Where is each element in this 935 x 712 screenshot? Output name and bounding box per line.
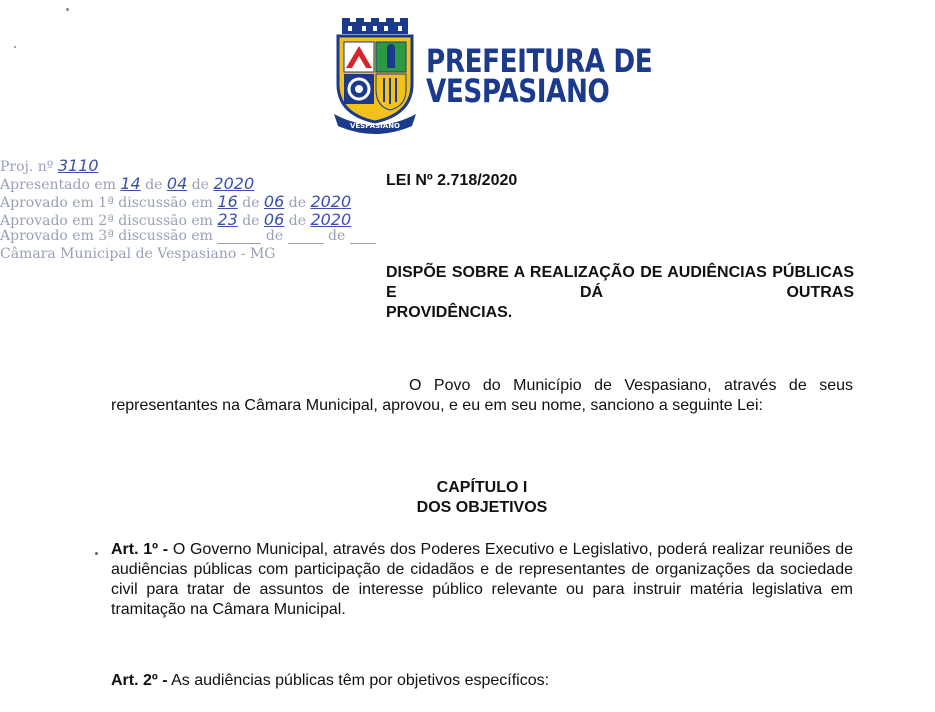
stamp-de: de: [265, 228, 284, 244]
stamp-blank-field: [217, 243, 261, 244]
stamp-second-day: 23: [217, 210, 238, 229]
stamp-second-year: 2020: [310, 210, 352, 229]
article-text: O Governo Municipal, através dos Poderes Executivo e Legislativo, poderá realizar reuniões de audiências públicas com participação de cidadãos e de representantes de organizações da sociedade civil para tratar de assuntos de interesse público relevante ou para instruir matéria legislativa em tramitação na Câmara Municipal.: [111, 541, 853, 618]
scan-speck: [14, 46, 16, 48]
stamp-de: de: [242, 195, 260, 211]
stamp-presented-month: 04: [166, 174, 188, 193]
stamp-de: de: [242, 213, 260, 229]
stamp-third-discussion-line: [0, 228, 376, 246]
stamp-first-discussion-line: [0, 192, 351, 210]
stamp-first-label: Aprovado em 1ª discussão em: [0, 195, 213, 211]
chapter-subtitle: DOS OBJETIVOS: [416, 499, 548, 516]
law-summary-line-1: DISPÕE SOBRE A REALIZAÇÃO DE AUDIÊNCIAS PÚBLICAS E DÁ OUTRAS: [386, 264, 854, 301]
stamp-second-month: 06: [263, 210, 285, 229]
law-summary: [386, 263, 854, 323]
stamp-presented-day: 14: [120, 174, 141, 193]
article-label: Art. 2º -: [111, 672, 168, 689]
stamp-de: de: [145, 177, 163, 193]
chapter-heading: [111, 478, 853, 518]
stamp-first-year: 2020: [310, 192, 352, 211]
article-label: Art. 1º -: [111, 541, 169, 558]
stamp-project-line: [0, 156, 99, 174]
scan-speck: [95, 552, 98, 555]
stamp-de: de: [288, 213, 306, 229]
stamp-second-label: Aprovado em 2ª discussão em: [0, 213, 213, 229]
stamp-first-month: 06: [263, 192, 285, 211]
brand-name: [426, 42, 653, 110]
city-hall-logo: [332, 18, 653, 136]
brand-line-1: PREFEITURA DE: [426, 42, 653, 80]
stamp-chamber: Câmara Municipal de Vespasiano - MG: [0, 246, 276, 262]
law-number: LEI Nº 2.718/2020: [386, 172, 518, 189]
stamp-de: de: [191, 177, 209, 193]
chapter-title: CAPÍTULO I: [436, 479, 528, 496]
article-text: As audiências públicas têm por objetivos específicos:: [171, 672, 550, 689]
stamp-de: de: [288, 195, 306, 211]
article-1: [111, 540, 853, 620]
stamp-presented-year: 2020: [213, 174, 255, 193]
stamp-third-label: Aprovado em 3ª discussão em: [0, 228, 213, 244]
preamble: O Povo do Município de Vespasiano, através de seus representantes na Câmara Municipal, aprovou, e eu em seu nome, sanciono a seguinte Lei:: [111, 377, 853, 414]
stamp-proj-label: Proj. nº: [0, 159, 54, 175]
stamp-de: de: [328, 228, 346, 244]
law-summary-line-2: PROVIDÊNCIAS.: [386, 304, 513, 321]
stamp-presented-line: [0, 174, 254, 192]
article-2: [111, 671, 853, 691]
coat-of-arms-icon: [332, 18, 418, 134]
crest-ribbon-text: VESPASIANO: [349, 122, 401, 130]
brand-line-2: VESPASIANO: [426, 72, 610, 110]
stamp-chamber-line: [0, 246, 275, 264]
stamp-blank-field: [350, 243, 376, 244]
stamp-blank-field: [288, 243, 324, 244]
stamp-presented-label: Apresentado em: [0, 177, 116, 193]
scan-speck: [66, 8, 69, 11]
stamp-second-discussion-line: [0, 210, 351, 228]
stamp-proj-number: 3110: [57, 156, 99, 175]
stamp-first-day: 16: [217, 192, 238, 211]
